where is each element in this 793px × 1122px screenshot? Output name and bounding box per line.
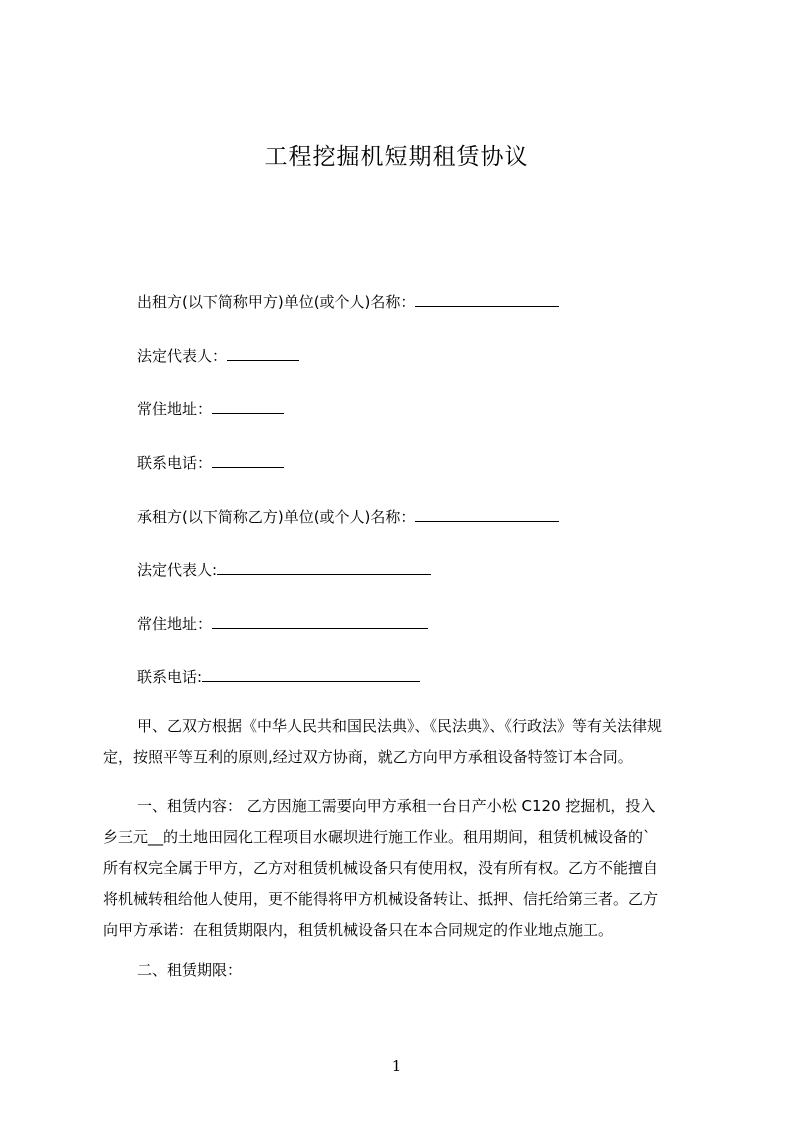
intro-paragraph: [103, 711, 711, 773]
lessor-rep-field: [137, 344, 299, 367]
lessor-rep-label: 法定代表人：: [137, 347, 228, 365]
section1-line: 所有权完全属于甲方，乙方对租赁机械设备只有使用权，没有所有权。乙方不能擅自: [103, 859, 659, 877]
lessee-phone-label: 联系电话:: [137, 668, 203, 686]
lessor-phone-blank: [212, 451, 284, 468]
lessor-name-blank: [415, 290, 559, 307]
lessee-phone-field: [137, 665, 420, 688]
section1-line: 向甲方承诺：在租赁期限内，租赁机械设备只在本合同规定的作业地点施工。: [103, 921, 614, 939]
lessor-name-field: [137, 290, 559, 313]
intro-line: 甲、乙双方根据《中华人民共和国民法典》、《民法典》、《行政法》等有关法律规: [137, 717, 663, 735]
lessee-address-label: 常住地址：: [137, 615, 213, 633]
lessee-rep-blank: [217, 558, 431, 575]
lessee-address-blank: [212, 612, 428, 629]
section2-heading: 二、租赁期限：: [137, 961, 243, 979]
lessee-name-label: 承租方(以下简称乙方)单位(或个人)名称：: [137, 508, 416, 526]
lessee-rep-field: [137, 558, 431, 581]
lessor-rep-blank: [227, 344, 299, 361]
document-title: 工程挖掘机短期租赁协议: [264, 144, 529, 170]
lessor-address-field: [137, 397, 284, 420]
lessor-phone-field: [137, 451, 284, 474]
lessor-phone-label: 联系电话：: [137, 454, 213, 472]
intro-line: 定，按照平等互利的原则,经过双方协商，就乙方向甲方承租设备特签订本合同。: [103, 748, 633, 766]
lessor-name-label: 出租方(以下简称甲方)单位(或个人)名称：: [137, 293, 416, 311]
lessor-address-blank: [212, 397, 284, 414]
section1-line: 乡三元__的土地田园化工程项目水碾坝进行施工作业。租用期间，租赁机械设备的`: [103, 828, 651, 846]
lessee-name-blank: [415, 505, 559, 522]
section1-line: 一、租赁内容： 乙方因施工需要向甲方承租一台日产小松 C120 挖掘机，投入: [137, 797, 656, 815]
lessee-rep-label: 法定代表人:: [137, 561, 218, 579]
lessee-name-field: [137, 505, 559, 528]
lessor-address-label: 常住地址：: [137, 400, 213, 418]
section-rental-content: [103, 791, 711, 946]
lessee-address-field: [137, 612, 428, 635]
section1-line: 将机械转租给他人使用，更不能得将甲方机械设备转让、抵押、信托给第三者。乙方: [103, 890, 659, 908]
lessee-phone-blank: [202, 665, 420, 682]
page-number: 1: [391, 1057, 402, 1075]
